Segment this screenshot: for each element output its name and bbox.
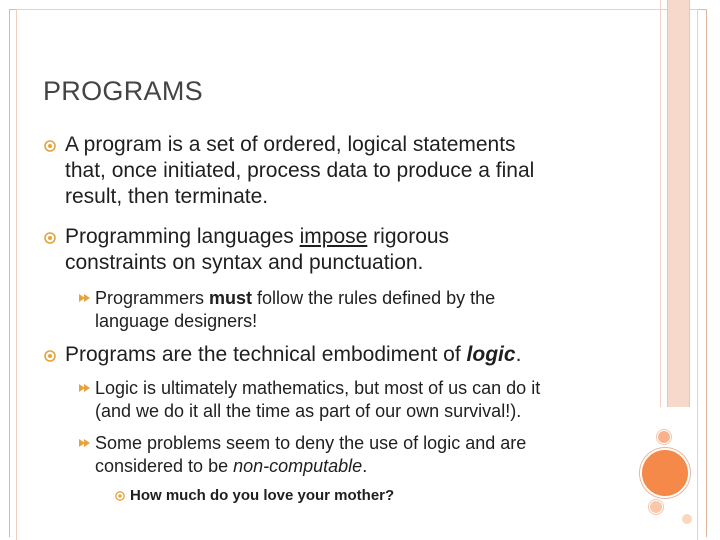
circle-bullet-icon (115, 491, 125, 501)
bullet-line: result, then terminate. (65, 185, 269, 208)
decorative-bar (667, 0, 690, 407)
bullet-line: language designers! (95, 311, 258, 331)
bullet-line: Logic is ultimately mathematics, but most of us can do it (95, 378, 541, 398)
arrow-bullet-icon (78, 293, 92, 303)
text-span: Programmers (95, 288, 210, 308)
text-span: Programming languages (65, 225, 300, 248)
bullet-line (95, 287, 495, 310)
circle-bullet-icon (44, 140, 56, 152)
emphasis-word: logic (466, 343, 516, 366)
text-span: follow the rules defined by the (252, 288, 496, 308)
bullet-line: (and we do it all the time as part of our own survival!). (95, 401, 522, 421)
underlined-word: impose (299, 225, 368, 248)
bold-word: must (209, 288, 253, 308)
decorative-circle-small (682, 514, 692, 524)
bullet-line (65, 342, 521, 368)
text-span: . (515, 343, 522, 366)
sub-sub-bullet-text: How much do you love your mother? (130, 487, 395, 504)
bullet-line: A program is a set of ordered, logical statements (65, 133, 516, 156)
decorative-circle-small (657, 430, 671, 444)
text-span: . (362, 456, 368, 476)
bullet-line: that, once initiated, process data to produce a final (65, 159, 535, 182)
bullet-line (65, 224, 449, 250)
text-span: considered to be (95, 456, 234, 476)
bullet-text (65, 132, 534, 210)
bullet-text (65, 342, 521, 368)
sub-bullet-text (95, 432, 526, 478)
arrow-bullet-icon (78, 383, 92, 393)
sub-bullet-text (95, 287, 495, 333)
bullet-text (65, 224, 449, 276)
arrow-bullet-icon (78, 438, 92, 448)
decorative-circle-large (640, 448, 690, 498)
sub-bullet-text (95, 377, 540, 423)
bullet-line: constraints on syntax and punctuation. (65, 251, 424, 274)
slide-title: PROGRAMS (43, 76, 203, 106)
text-span: rigorous (367, 225, 450, 248)
circle-bullet-icon (44, 232, 56, 244)
bullet-line: Some problems seem to deny the use of logic and are (95, 433, 527, 453)
decorative-circle-small (649, 500, 663, 514)
circle-bullet-icon (44, 350, 56, 362)
text-span: Programs are the technical embodiment of (65, 343, 467, 366)
bullet-line (95, 455, 526, 478)
emphasis-word: non-computable (233, 456, 363, 476)
